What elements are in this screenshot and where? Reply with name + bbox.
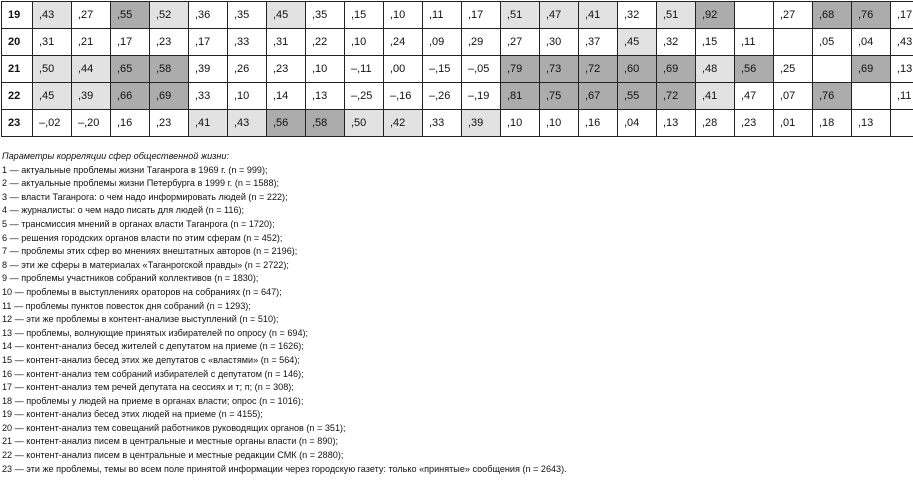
table-cell: ,25 [774,56,813,83]
table-cell: ,10 [501,110,540,137]
table-cell: ,39 [72,83,111,110]
table-cell: ,10 [306,56,345,83]
table-cell: ,67 [579,83,618,110]
row-header: 19 [2,2,33,29]
table-cell: ,33 [423,110,462,137]
table-cell: ,51 [501,2,540,29]
table-cell: ,37 [579,29,618,56]
legend-item: 12 — эти же проблемы в контент-анализе выступлений (n = 510); [2,314,279,325]
table-cell: ,76 [852,2,891,29]
table-row [2,29,913,56]
legend-item: 21 — контент-анализ писем в центральные и местные органы власти (n = 890); [2,436,338,447]
table-cell: ,07 [774,83,813,110]
legend-item: 19 — контент-анализ бесед этих людей на приеме (n = 4155); [2,409,263,420]
table-cell: –,25 [345,83,384,110]
table-cell: ,01 [774,110,813,137]
table-cell: ,17 [462,2,501,29]
table-cell: ,17 [891,2,913,29]
table-cell: ,15 [345,2,384,29]
table-cell: ,45 [618,29,657,56]
table-cell: ,55 [618,83,657,110]
table-cell: ,66 [111,83,150,110]
row-header: 20 [2,29,33,56]
table-cell: ,81 [501,83,540,110]
table-cell: ,39 [189,56,228,83]
table-cell: ,15 [696,29,735,56]
table-row [2,56,913,83]
legend-item: 10 — проблемы в выступлениях ораторов на собраниях (n = 647); [2,286,282,297]
table-cell: ,73 [540,56,579,83]
table-cell: ,42 [384,110,423,137]
table-cell [813,56,852,83]
table-row [2,83,913,110]
table-cell: ,04 [618,110,657,137]
table-cell: ,13 [891,56,913,83]
table-cell: ,47 [540,2,579,29]
table-cell: ,69 [852,56,891,83]
table-cell: ,24 [384,29,423,56]
table-cell: ,43 [891,29,913,56]
legend-item: 2 — актуальные проблемы жизни Петербурга в 1999 г. (n = 1588); [2,178,280,189]
table-cell: ,16 [579,110,618,137]
legend-item: 6 — решения городских органов власти по этим сферам (n = 452); [2,232,283,243]
table-cell: ,75 [540,83,579,110]
legend-item: 4 — журналисты: о чем надо писать для людей (n = 116); [2,205,245,216]
table-cell: ,56 [735,56,774,83]
table-cell: ,35 [306,2,345,29]
table-cell: ,41 [189,110,228,137]
legend-item: 15 — контент-анализ бесед этих же депутатов с «властями» (n = 564); [2,354,300,365]
table-cell: ,17 [189,29,228,56]
legend-list [2,164,567,477]
correlation-table [1,1,913,137]
table-cell: ,14 [267,83,306,110]
table-cell: ,47 [735,83,774,110]
table-cell: ,30 [540,29,579,56]
table-cell [852,83,891,110]
table-cell: ,23 [267,56,306,83]
table-cell: ,05 [813,29,852,56]
table-cell: –,16 [384,83,423,110]
legend-item: 20 — контент-анализ тем совещаний работников руководящих органов (n = 351); [2,422,346,433]
table-cell: ,56 [267,110,306,137]
table-cell: ,33 [228,29,267,56]
table-cell: ,23 [150,110,189,137]
table-cell: ,69 [657,56,696,83]
table-cell: ,60 [618,56,657,83]
table-cell: ,72 [579,56,618,83]
table-cell: ,27 [501,29,540,56]
table-cell: ,10 [345,29,384,56]
table-cell: ,41 [579,2,618,29]
table-cell: –,19 [462,83,501,110]
table-cell: ,41 [696,83,735,110]
table-cell: ,32 [618,2,657,29]
table-cell: ,31 [267,29,306,56]
table-cell: ,79 [501,56,540,83]
table-cell: ,50 [345,110,384,137]
table-cell: ,58 [150,56,189,83]
legend-item: 22 — контент-анализ писем в центральные и местные редакции СМК (n = 2880); [2,450,344,461]
table-cell [774,29,813,56]
legend-item: 9 — проблемы участников собраний коллективов (n = 1830); [2,273,259,284]
table-cell: ,13 [306,83,345,110]
legend-item: 18 — проблемы у людей на приеме в органах власти; опрос (n = 1016); [2,395,304,406]
legend-item: 17 — контент-анализ тем речей депутата на сессиях и т; п; (n = 308); [2,382,294,393]
legend-item: 3 — власти Таганрога: о чем надо информировать людей (n = 222); [2,191,288,202]
table-cell: ,21 [72,29,111,56]
table-cell: ,58 [306,110,345,137]
table-cell: ,35 [228,2,267,29]
table-cell: ,11 [891,83,913,110]
legend-item: 23 — эти же проблемы, темы во всем поле принятой информации через городскую газету: только «принятые» сообщения (n = 2643). [2,463,567,474]
table-cell [735,2,774,29]
table-cell: ,10 [384,2,423,29]
table-cell: ,36 [189,2,228,29]
table-cell: ,43 [33,2,72,29]
row-header: 23 [2,110,33,137]
table-cell: ,22 [306,29,345,56]
table-cell: ,69 [150,83,189,110]
table-cell: ,00 [384,56,423,83]
table-cell: –,05 [462,56,501,83]
table-cell: ,27 [72,2,111,29]
legend-item: 7 — проблемы этих сфер во мнениях внештатных авторов (n = 2196); [2,246,298,257]
legend-item: 13 — проблемы, волнующие принятых избирателей по опросу (n = 694); [2,327,309,338]
legend-item: 8 — эти же сферы в материалах «Таганрогской правды» (n = 2722); [2,259,289,270]
legend-item: 1 — актуальные проблемы жизни Таганрога в 1969 г. (n = 999); [2,164,268,175]
table-cell: ,28 [696,110,735,137]
table-cell: ,18 [813,110,852,137]
table-cell: ,13 [657,110,696,137]
table-cell: ,16 [111,110,150,137]
table-row [2,2,913,29]
table-cell: –,15 [423,56,462,83]
table-cell: ,27 [774,2,813,29]
table-row [2,110,913,137]
table-cell: ,45 [33,83,72,110]
table-cell: ,52 [150,2,189,29]
legend-item: 11 — проблемы пунктов повесток дня собраний (n = 1293); [2,300,251,311]
row-header: 22 [2,83,33,110]
table-cell: ,17 [111,29,150,56]
table-cell: ,32 [657,29,696,56]
table-cell [891,110,913,137]
table-cell: –,20 [72,110,111,137]
table-cell: ,11 [423,2,462,29]
table-cell: ,04 [852,29,891,56]
table-cell: ,50 [33,56,72,83]
table-cell: –,11 [345,56,384,83]
table-cell: ,11 [735,29,774,56]
legend [2,150,567,476]
table-cell: ,33 [189,83,228,110]
table-cell: ,10 [228,83,267,110]
legend-item: 16 — контент-анализ тем собраний избирателей с депутатом (n = 146); [2,368,304,379]
legend-item: 14 — контент-анализ бесед жителей с депутатом на приеме (n = 1626); [2,341,304,352]
table-cell: ,55 [111,2,150,29]
table-cell: ,51 [657,2,696,29]
table-cell: ,43 [228,110,267,137]
table-cell: ,72 [657,83,696,110]
legend-item: 5 — трансмиссия мнений в органах власти Таганрога (n = 1720); [2,218,275,229]
table-cell: ,48 [696,56,735,83]
table-cell: ,68 [813,2,852,29]
table-cell: ,65 [111,56,150,83]
table-cell: ,23 [150,29,189,56]
table-cell: ,09 [423,29,462,56]
row-header: 21 [2,56,33,83]
table-cell: ,39 [462,110,501,137]
table-cell: –,26 [423,83,462,110]
table-cell: ,29 [462,29,501,56]
table-cell: ,44 [72,56,111,83]
table-cell: ,76 [813,83,852,110]
table-cell: ,92 [696,2,735,29]
table-cell: –,02 [33,110,72,137]
table-cell: ,31 [33,29,72,56]
table-cell: ,13 [852,110,891,137]
legend-header: Параметры корреляции сфер общественной жизни: [2,151,230,161]
table-cell: ,45 [267,2,306,29]
table-cell: ,23 [735,110,774,137]
table-cell: ,26 [228,56,267,83]
table-cell: ,10 [540,110,579,137]
